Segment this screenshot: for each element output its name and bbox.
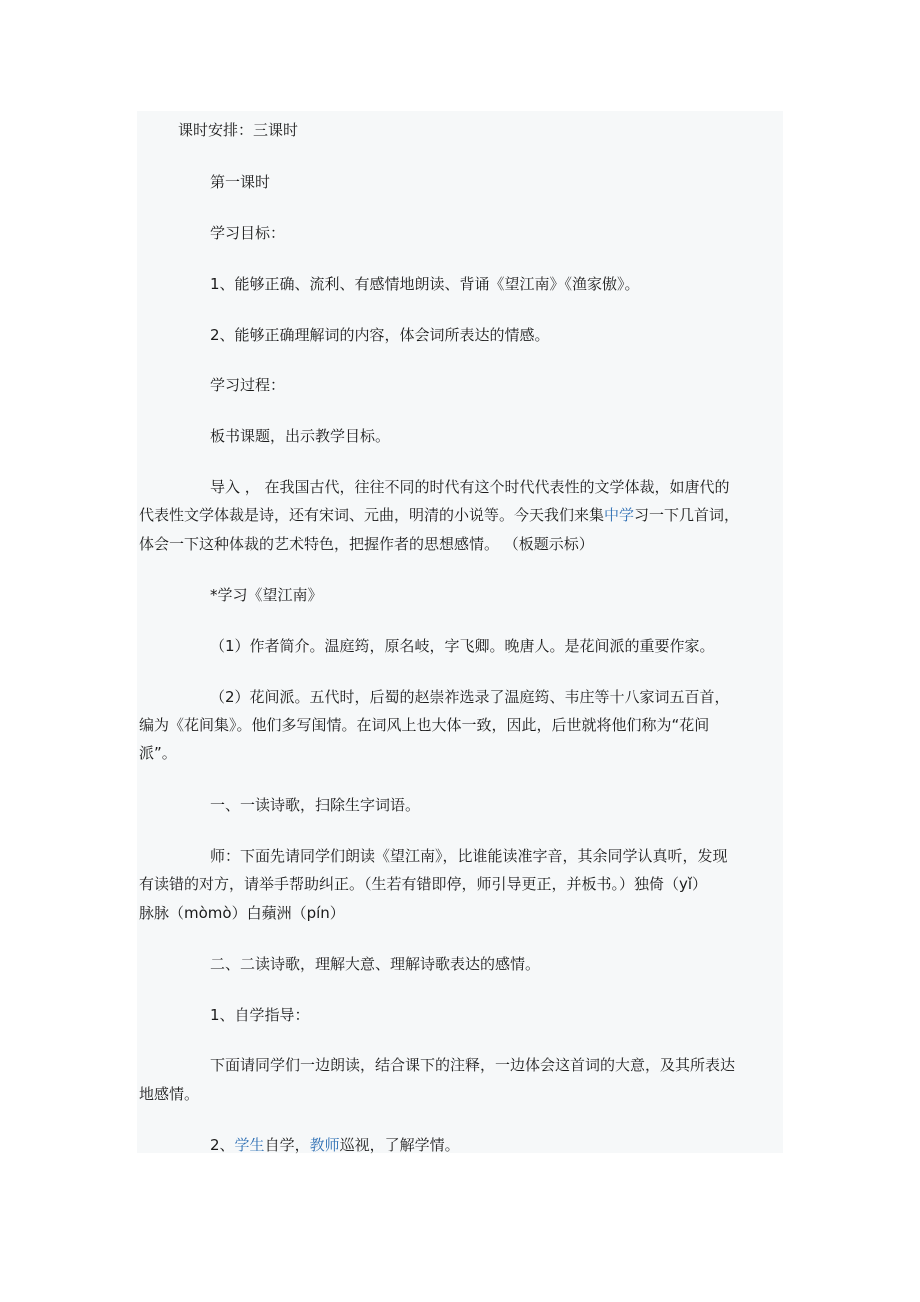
huajian-paragraph-line-2: 编为《花间集》。他们多写闺情。在词风上也大体一致，因此，后世就将他们称为“花间 (139, 716, 710, 734)
huajian-paragraph-line-3: 派”。 (139, 744, 177, 762)
teacher-link[interactable]: 教师 (309, 1136, 340, 1154)
intro-paragraph-line-2 (137, 505, 783, 525)
guidance-paragraph-line-1: 下面请同学们一边朗读，结合课下的注释，一边体会这首词的大意，及其所表达 (210, 1056, 736, 1074)
author-intro-line: （1）作者简介。温庭筠，原名岐，字飞卿。晚唐人。是花间派的重要作家。 (210, 637, 715, 655)
board-title-line: 板书课题，出示教学目标。 (210, 427, 391, 445)
step-two-heading: 二、二读诗歌，理解大意、理解诗歌表达的感情。 (210, 955, 541, 973)
schedule-line: 课时安排：三课时 (178, 121, 299, 139)
objectives-heading: 学习目标： (210, 224, 286, 242)
student-link[interactable]: 学生 (234, 1136, 265, 1154)
process-heading: 学习过程： (210, 376, 286, 394)
patrol-line (137, 1135, 783, 1155)
intro-paragraph-line-3: 体会一下这种体裁的艺术特色，把握作者的思想感情。 （板题示标） (139, 535, 594, 553)
patrol-prefix: 2、 (210, 1136, 235, 1154)
self-study-heading: 1、自学指导： (210, 1006, 310, 1024)
guidance-paragraph-line-2: 地感情。 (139, 1085, 200, 1103)
intro-paragraph-line-1: 导入 ， 在我国古代，往往不同的时代有这个时代代表性的文学体裁，如唐代的 (210, 478, 730, 496)
teacher-paragraph-line-2: 有读错的对方，请举手帮助纠正。（生若有错即停，师引导更正，并板书。）独倚（yǐ） (139, 875, 708, 893)
study-poem-heading: *学习《望江南》 (210, 586, 323, 604)
objective-1: 1、能够正确、流利、有感情地朗读、背诵《望江南》《渔家傲》。 (210, 275, 640, 293)
huajian-paragraph-line-1: （2）花间派。五代时，后蜀的赵崇祚选录了温庭筠、韦庄等十八家词五百首， (210, 688, 730, 706)
objective-2: 2、能够正确理解词的内容，体会词所表达的情感。 (210, 326, 550, 344)
step-one-heading: 一、一读诗歌，扫除生字词语。 (210, 796, 421, 814)
teacher-paragraph-line-3: 脉脉（mòmò）白蘋洲（pín） (139, 904, 345, 922)
lesson-heading: 第一课时 (210, 173, 271, 191)
patrol-suffix: 巡视，了解学情。 (339, 1136, 460, 1154)
patrol-mid: 自学， (264, 1136, 310, 1154)
intro-text: 习一下几首词， (634, 506, 740, 524)
teacher-paragraph-line-1: 师：下面先请同学们朗读《望江南》，比谁能读准字音，其余同学认真听，发现 (210, 847, 728, 865)
intro-text: 代表性文学体裁是诗，还有宋词、元曲，明清的小说等。今天我们来集 (139, 506, 605, 524)
document-page (137, 111, 783, 1153)
middle-school-link[interactable]: 中学 (604, 506, 635, 524)
